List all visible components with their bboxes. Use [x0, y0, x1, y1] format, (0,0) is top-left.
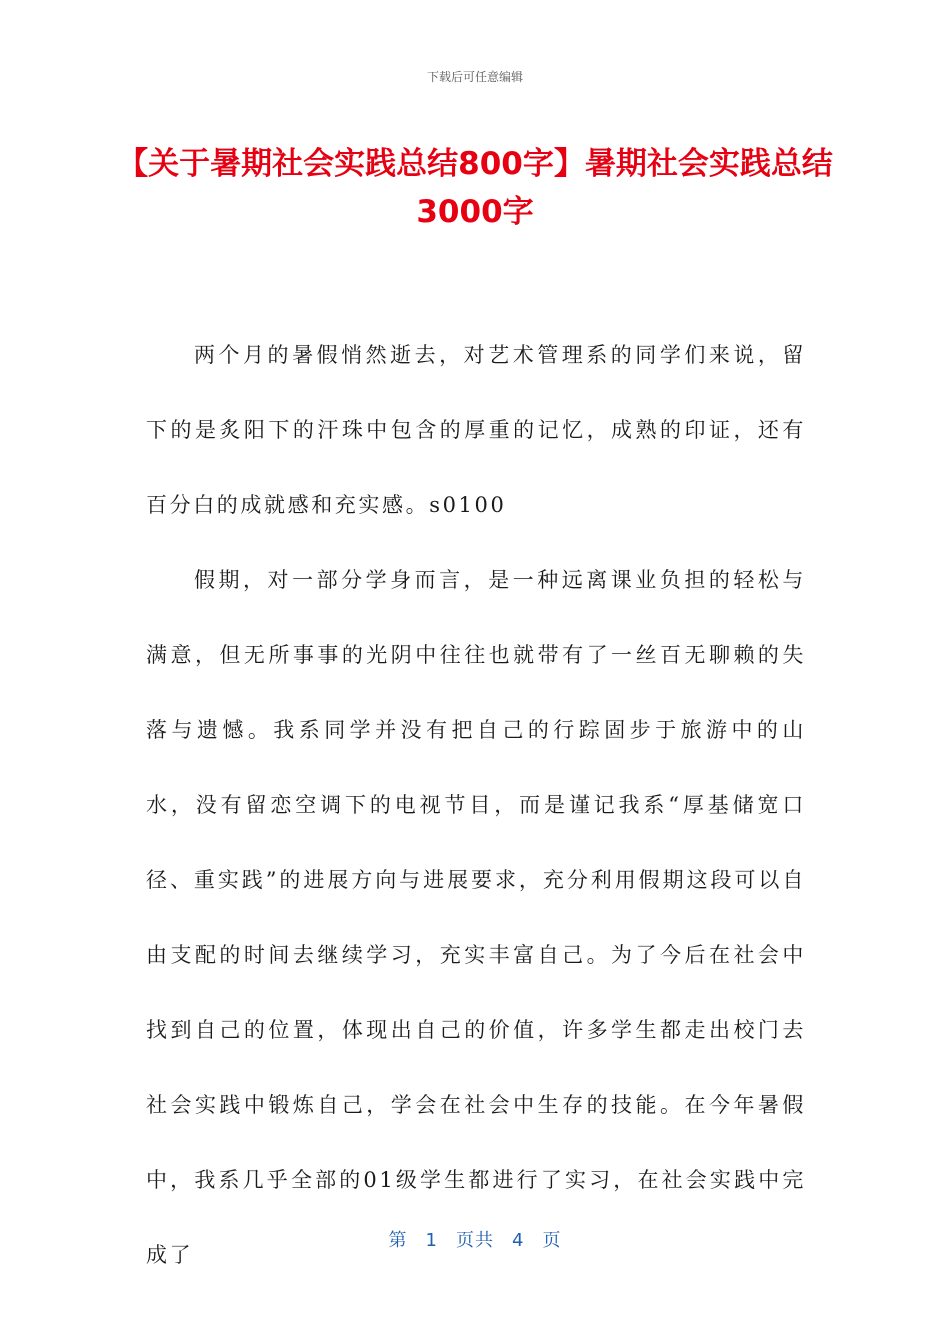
- paragraph: 假期，对一部分学身而言，是一种远离课业负担的轻松与满意，但无所事事的光阴中往往也就带有了一丝百无聊赖的失落与遗憾。我系同学并没有把自己的行踪固步于旅游中的山水，没有留恋空调下的电视节目，而是谨记我系“厚基储宽口径、重实践”的进展方向与进展要求，充分利用假期这段可以自由支配的时间去继续学习，充实丰富自己。为了今后在社会中找到自己的位置，体现出自己的价值，许多学生都走出校门去社会实践中锻炼自己，学会在社会中生存的技能。在今年暑假中，我系几乎全部的01级学生都进行了实习，在社会实践中完成了: [146, 568, 806, 1267]
- current-page-number: 1: [425, 1230, 438, 1251]
- header-note: 下载后可任意编辑: [426, 70, 523, 84]
- footer-middle: 页共: [456, 1230, 494, 1251]
- page-footer: [0, 1226, 950, 1252]
- footer-prefix: 第: [388, 1230, 408, 1251]
- document-title: 【关于暑期社会实践总结800字】暑期社会实践总结3000字: [117, 146, 833, 230]
- paragraph: 两个月的暑假悄然逝去，对艺术管理系的同学们来说，留下的是炙阳下的汗珠中包含的厚重的记忆，成熟的印证，还有百分白的成就感和充实感。s0100: [146, 343, 806, 517]
- footer-suffix: 页: [542, 1230, 562, 1251]
- document-body: [146, 318, 806, 1293]
- total-pages-number: 4: [512, 1230, 525, 1251]
